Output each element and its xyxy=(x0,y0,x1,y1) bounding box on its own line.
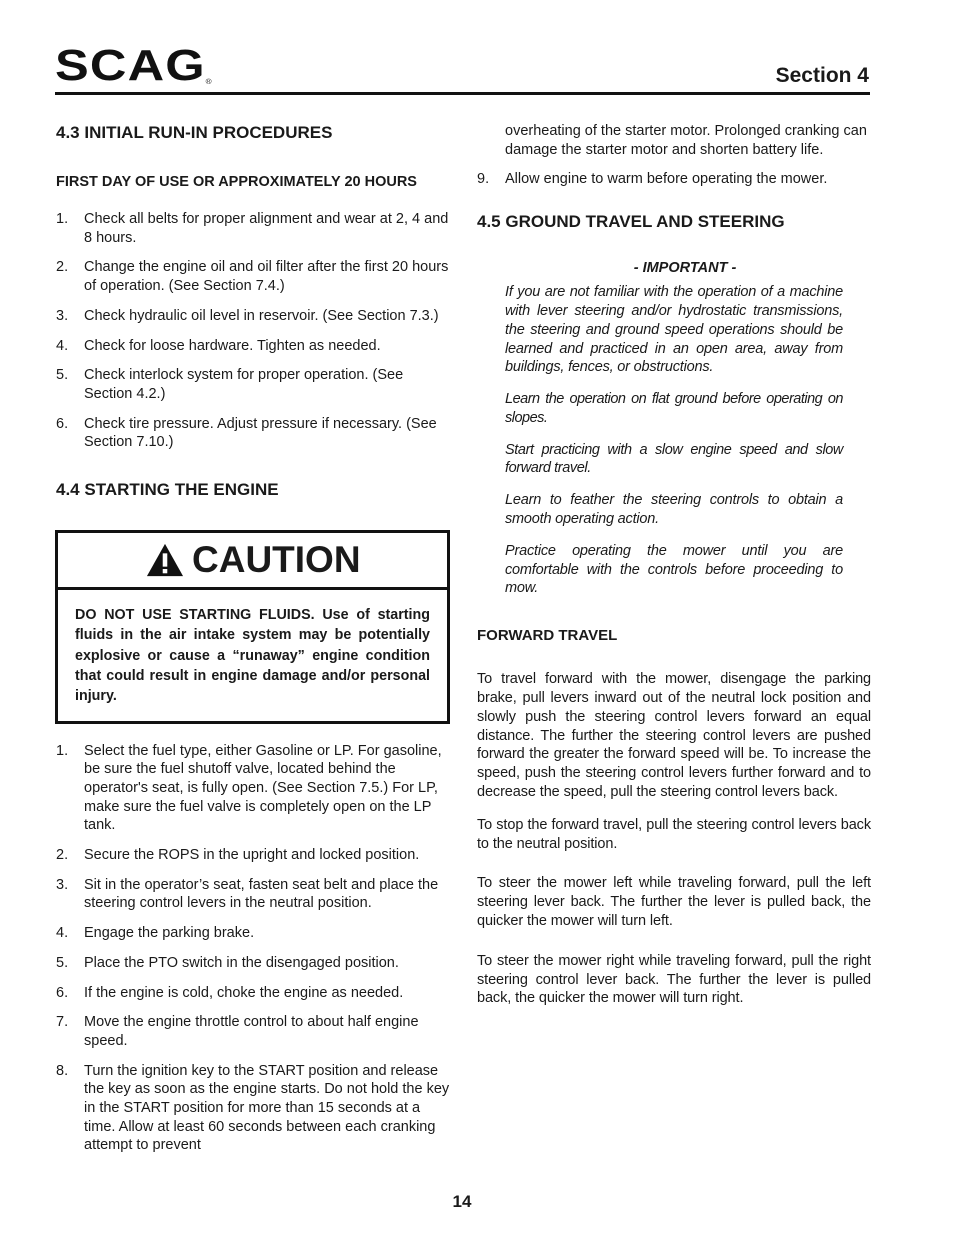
list-item: 1. Select the fuel type, either Gasoline or LP. For gasoline, be sure the fuel shutoff valve, located behind the operator's seat, is fully open. (See Section 7.5.) For LP, make sure the fuel valve is completely open on the LP tank. xyxy=(56,742,442,834)
list-item: 3. Sit in the operator’s seat, fasten seat belt and place the steering control levers in the neutral position. xyxy=(56,876,439,912)
logo-text: SCAG xyxy=(55,41,206,90)
list-item: 2. Change the engine oil and oil filter after the first 20 hours of operation. (See Section 7.4.) xyxy=(56,259,449,295)
important-paragraph: Learn to feather the steering controls to obtain a smooth operating action. xyxy=(505,492,843,528)
list-item: 4. Check for loose hardware. Tighten as needed. xyxy=(56,337,381,354)
page-number: 14 xyxy=(452,1192,472,1211)
forward-paragraph: To steer the mower left while traveling forward, pull the left steering lever back. The further the lever is pulled back, the quicker the mower will turn left. xyxy=(477,875,871,930)
forward-travel-heading: FORWARD TRAVEL xyxy=(477,627,618,645)
scag-logo xyxy=(55,41,213,90)
section-4-4-heading: 4.4 STARTING THE ENGINE xyxy=(56,480,279,500)
caution-label: CAUTION xyxy=(192,539,361,581)
section-4-5-heading: 4.5 GROUND TRAVEL AND STEERING xyxy=(477,212,785,232)
warning-triangle-icon xyxy=(146,542,184,578)
left-column xyxy=(56,120,451,1155)
list-item: 6. If the engine is cold, choke the engine as needed. xyxy=(56,984,404,1001)
list-item: 6. Check tire pressure. Adjust pressure if necessary. (See Section 7.10.) xyxy=(56,415,437,451)
important-paragraph: Start practicing with a slow engine speed and slow forward travel. xyxy=(505,441,843,477)
right-column xyxy=(477,122,871,1008)
caution-text: DO NOT USE STARTING FLUIDS. Use of starting fluids in the air intake system may be potentially explosive or cause a “runaway” engine condition that could result in engine damage and/or personal injury. xyxy=(75,607,430,705)
list-item: 1. Check all belts for proper alignment and wear at 2, 4 and 8 hours. xyxy=(56,211,449,246)
list-item: 3. Check hydraulic oil level in reservoir. (See Section 7.3.) xyxy=(56,307,439,324)
list-item: 5. Check interlock system for proper operation. (See Section 4.2.) xyxy=(56,367,404,402)
caution-box xyxy=(55,530,450,723)
important-paragraph: Practice operating the mower until you are comfortable with the controls before proceeding to mow. xyxy=(505,542,843,597)
header-rule xyxy=(55,92,870,95)
item-8-continued: overheating of the starter motor. Prolonged cranking can damage the starter motor and shorten battery life. xyxy=(505,123,867,158)
important-paragraph: Learn the operation on flat ground before operating on slopes. xyxy=(505,391,843,426)
forward-paragraph: To steer the mower right while traveling forward, pull the right steering control lever back. The further the lever is pulled back, the quicker the mower will turn right. xyxy=(477,952,871,1007)
registered-mark: ® xyxy=(205,79,213,86)
first-day-subheading: FIRST DAY OF USE OR APPROXIMATELY 20 HOURS xyxy=(56,174,417,190)
list-item: 2. Secure the ROPS in the upright and locked position. xyxy=(56,847,420,864)
list-item: 5. Place the PTO switch in the disengaged position. xyxy=(56,954,399,971)
list-item: 8. Turn the ignition key to the START position and release the key as soon as the engine starts. Do not hold the key in the START position for more than 15 seconds at a time. Allow at least 60 seconds between each cranking attempt to prevent xyxy=(56,1062,450,1154)
important-paragraph: If you are not familiar with the operation of a machine with lever steering and/or hydrostatic transmissions, the steering and ground speed operations should be learned and practiced in an open area, away from buildings, fences, or obstructions. xyxy=(505,284,843,376)
starting-list xyxy=(56,742,451,1156)
forward-paragraph: To travel forward with the mower, disengage the parking brake, pull levers inward out of the neutral lock position and slowly push the steering control levers forward an equal distance. The further the steering control levers are pushed forward the greater the forward speed will be. To increase the speed, push the steering control levers further forward and to decrease the speed, pull the steering control levers back. xyxy=(477,671,871,801)
starting-list-continued xyxy=(477,170,871,189)
list-item: 4. Engage the parking brake. xyxy=(56,925,255,942)
forward-paragraph: To stop the forward travel, pull the steering control levers back to the neutral position. xyxy=(477,816,871,852)
important-heading: - IMPORTANT - xyxy=(633,260,737,277)
section-4-3-heading: 4.3 INITIAL RUN-IN PROCEDURES xyxy=(56,123,333,142)
section-title: Section 4 xyxy=(775,64,869,87)
list-item: 7. Move the engine throttle control to about half engine speed. xyxy=(56,1014,419,1049)
run-in-list xyxy=(56,210,451,452)
list-item: 9. Allow engine to warm before operating the mower. xyxy=(477,171,828,188)
caution-header xyxy=(58,533,447,590)
